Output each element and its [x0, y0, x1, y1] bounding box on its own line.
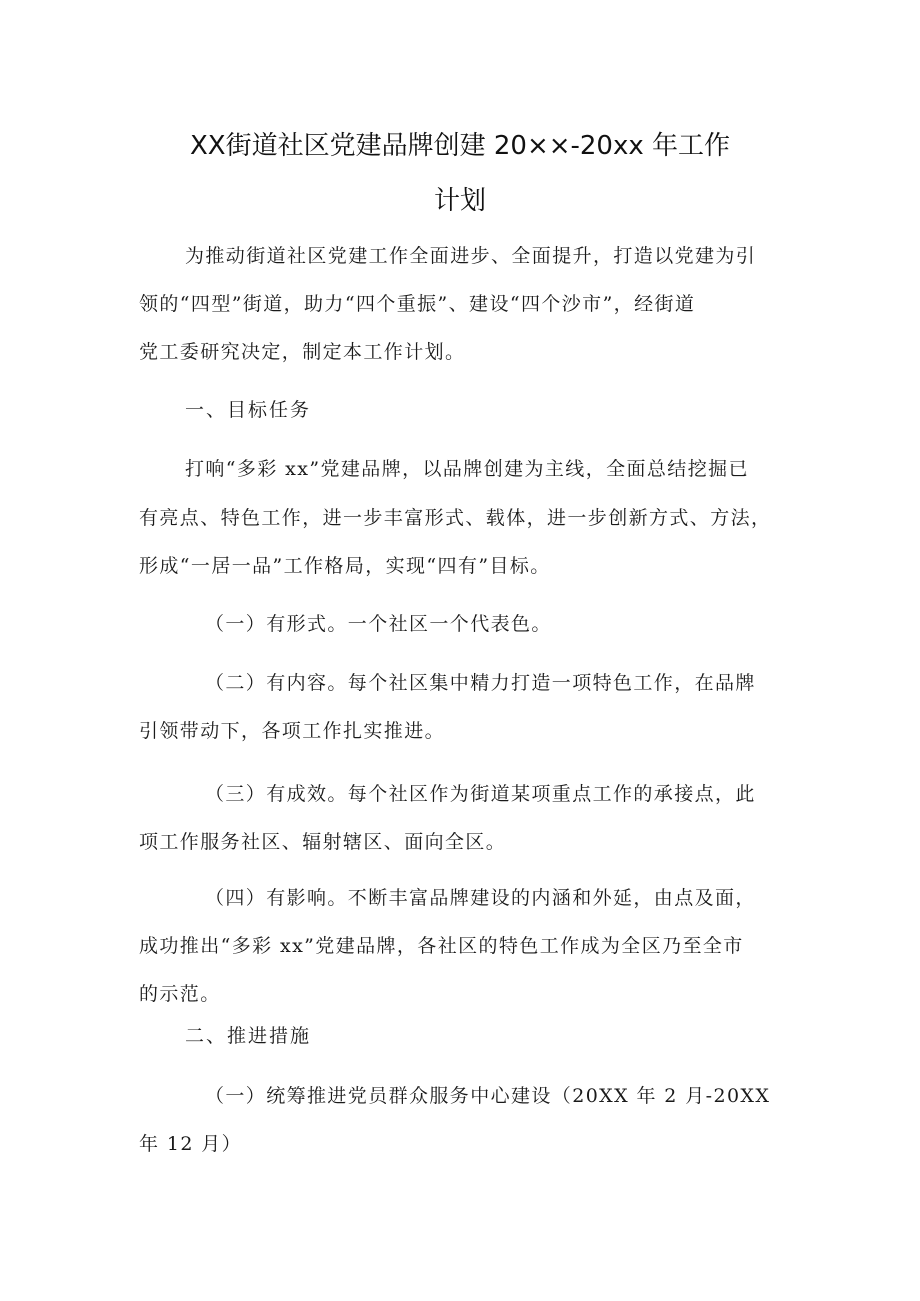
intro-line-3: 党工委研究决定，制定本工作计划。 — [139, 341, 466, 363]
document-title-line1: XX街道社区党建品牌创建 20××-20xx 年工作 — [189, 131, 731, 161]
section2-item1-line-1: （一）统筹推进党员群众服务中心建设（20XX 年 2 月-20XX — [205, 1085, 771, 1107]
section1-heading: 一、目标任务 — [185, 399, 312, 421]
section1-body-line-3: 形成“一居一品”工作格局，实现“四有”目标。 — [139, 555, 551, 577]
section1-item3-line-2: 项工作服务社区、辐射辖区、面向全区。 — [139, 831, 507, 853]
section2-item1-line-2: 年 12 月） — [139, 1133, 243, 1155]
section2-heading: 二、推进措施 — [185, 1025, 312, 1047]
section1-item4-line-3: 的示范。 — [139, 983, 221, 1005]
section1-body-line-2: 有亮点、特色工作，进一步丰富形式、载体，进一步创新方式、方法， — [139, 507, 772, 529]
intro-line-2: 领的“四型”街道，助力“四个重振”、建设“四个沙市”，经街道 — [139, 293, 696, 315]
section1-item4-line-2: 成功推出“多彩 xx”党建品牌，各社区的特色工作成为全区乃至全市 — [139, 935, 744, 957]
section1-item2-line-2: 引领带动下，各项工作扎实推进。 — [139, 720, 446, 742]
document-title-line2: 计划 — [433, 186, 486, 216]
section1-item3-line-1: （三）有成效。每个社区作为街道某项重点工作的承接点，此 — [205, 783, 756, 805]
intro-line-1: 为推动街道社区党建工作全面进步、全面提升，打造以党建为引 — [185, 245, 757, 267]
section1-body-line-1: 打响“多彩 xx”党建品牌，以品牌创建为主线，全面总结挖掘已 — [185, 458, 749, 480]
section1-item2-line-1: （二）有内容。每个社区集中精力打造一项特色工作，在品牌 — [205, 672, 756, 694]
section1-item4-line-1: （四）有影响。不断丰富品牌建设的内涵和外延，由点及面， — [205, 887, 756, 909]
section1-item1-line-1: （一）有形式。一个社区一个代表色。 — [205, 613, 552, 635]
